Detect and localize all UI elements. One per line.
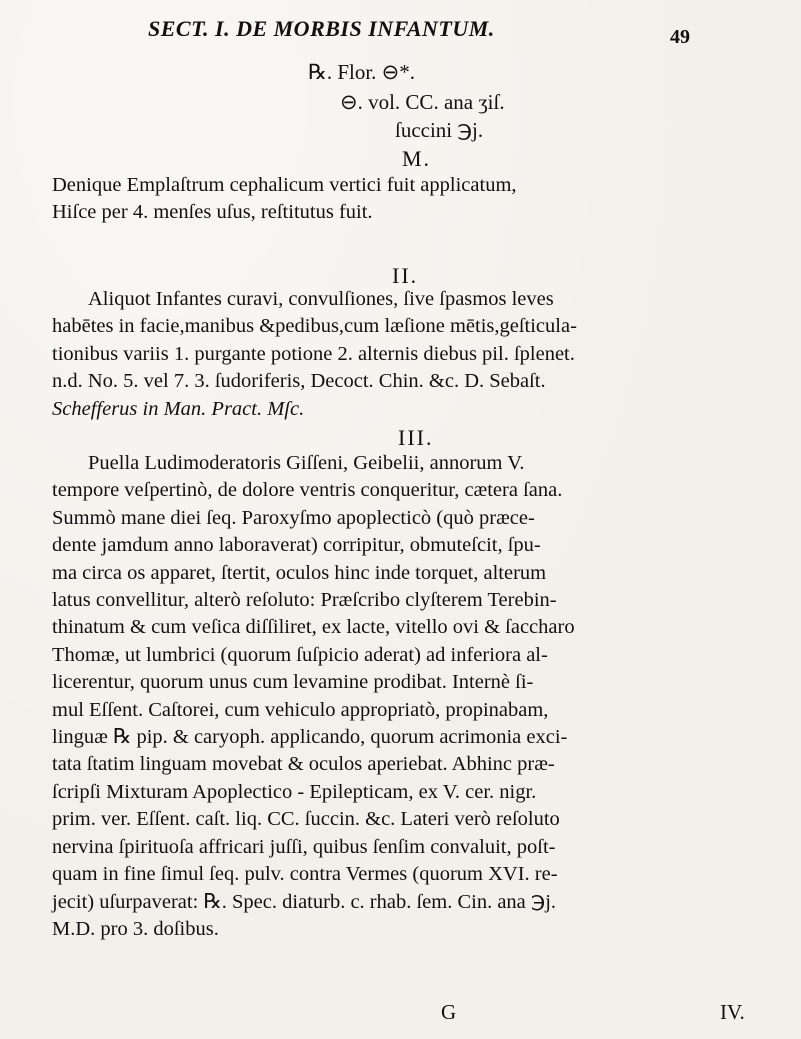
text-line: ſcripſi Mixturam Apoplectico - Epilepticam, ex V. cer. nigr. <box>52 780 537 803</box>
text-line: linguæ ℞ pip. & caryoph. applicando, quorum acrimonia exci- <box>52 726 568 749</box>
text-line: Puella Ludimoderatoris Giſſeni, Geibelii, annorum V. <box>88 452 525 474</box>
catchword: IV. <box>720 1000 745 1024</box>
paragraph-denique <box>52 172 758 227</box>
text-line: tionibus variis 1. purgante potione 2. alternis diebus pil. ſplenet. <box>52 342 575 365</box>
section-numeral: II. <box>392 263 419 288</box>
recipe-line: ſuccini ℈j. <box>395 118 484 142</box>
signature-mark: G <box>441 1000 457 1024</box>
section-iii-text <box>52 450 758 943</box>
text-line: prim. ver. Eſſent. caſt. liq. CC. ſuccin. &c. Lateri verò reſoluto <box>52 808 560 831</box>
page-header <box>148 8 708 48</box>
text-line: n.d. No. 5. vel 7. 3. ſudoriferis, Decoct. Chin. &c. D. Sebaſt. <box>52 370 546 393</box>
section-numeral: III. <box>398 425 434 450</box>
text-line: Denique Emplaſtrum cephalicum vertici fuit applicatum, <box>52 174 517 196</box>
text-line: thinatum & cum veſica diſſiliret, ex lacte, vitello ovi & ſaccharo <box>52 616 575 639</box>
text-line: Aliquot Infantes curavi, convulſiones, ſive ſpasmos leves <box>88 288 554 310</box>
section-ii-text <box>52 286 758 423</box>
text-line: dente jamdum anno laboraverat) corripitur, obmuteſcit, ſpu- <box>52 534 541 557</box>
text-line: nervina ſpirituoſa affricari juſſi, quibus ſenſim convaluit, poſt- <box>52 835 556 858</box>
text-line: habētes in facie,manibus &pedibus,cum læſione mētis,geſticula- <box>52 315 577 338</box>
text-line: tata ſtatim linguam movebat & oculos aperiebat. Abhinc præ- <box>52 753 555 776</box>
text-line: latus convellitur, alterò reſoluto: Præſcribo clyſterem Terebin- <box>52 589 557 612</box>
text-line: Thomæ, ut lumbrici (quorum ſuſpicio aderat) ad inferiora al- <box>52 643 548 666</box>
text-line: licerentur, quorum unus cum levamine prodibat. Internè ſi- <box>52 671 534 694</box>
text-line: Hiſce per 4. menſes uſus, reſtitutus fuit. <box>52 201 373 224</box>
text-line: jecit) uſurpaverat: ℞. Spec. diaturb. c. rhab. ſem. Cin. ana ℈j. <box>52 890 557 913</box>
page-number: 49 <box>670 26 690 48</box>
text-line: Summò mane diei ſeq. Paroxyſmo apoplecticò (quò præce- <box>52 506 535 529</box>
recipe-line: ℞. Flor. ⊖*. <box>308 60 416 84</box>
recipe-line: M. <box>402 146 432 171</box>
text-line: quam in fine ſimul ſeq. pulv. contra Vermes (quorum XVI. re- <box>52 863 558 886</box>
text-line: mul Eſſent. Caſtorei, cum vehiculo appropriatò, propinabam, <box>52 698 549 721</box>
text-line: Schefferus in Man. Pract. Mſc. <box>52 397 305 420</box>
text-line: tempore veſpertinò, de dolore ventris conqueritur, cætera ſana. <box>52 479 563 502</box>
text-line: M.D. pro 3. doſibus. <box>52 917 219 940</box>
running-head: SECT. I. DE MORBIS INFANTUM. <box>148 16 495 41</box>
recipe-line: ⊖. vol. CC. ana ʒiſ. <box>340 90 505 114</box>
text-line: ma circa os apparet, ſtertit, oculos hinc inde torquet, alterum <box>52 561 547 584</box>
